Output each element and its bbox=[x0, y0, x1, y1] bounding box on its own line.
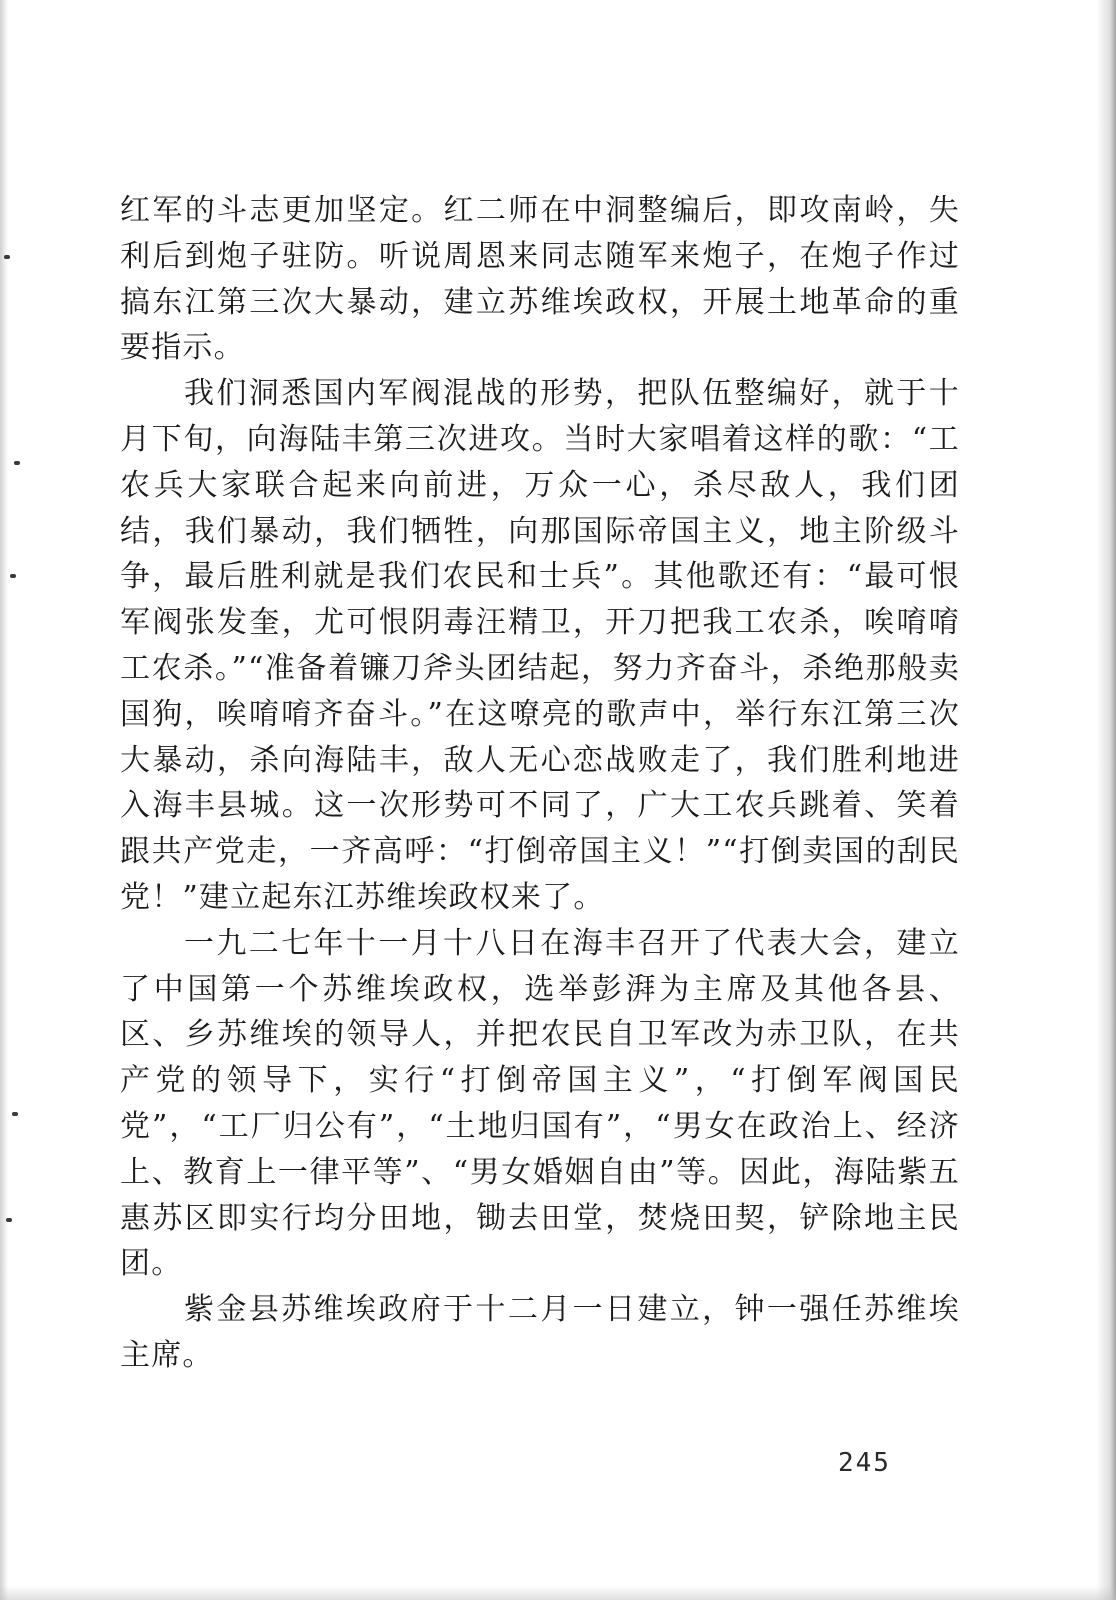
paragraph-4: 紫金县苏维埃政府于十二月一日建立，钟一强任苏维埃主席。 bbox=[120, 1292, 960, 1373]
paragraph-2: 我们洞悉国内军阀混战的形势，把队伍整编好，就于十月下旬，向海陆丰第三次进攻。当时大家唱着这样的歌：“工农兵大家联合起来向前进，万众一心，杀尽敌人，我们团结，我们暴动，我们牺牲，向那国际帝国主义，地主阶级斗争，最后胜利就是我们农民和士兵”。其他歌还有：“最可恨军阀张发奎，尤可恨阴毒汪精卫，开刀把我工农杀，唉唷唷工农杀。”“准备着镰刀斧头团结起，努力齐奋斗，杀绝那般卖国狗，唉唷唷齐奋斗。”在这嘹亮的歌声中，举行东江第三次大暴动，杀向海陆丰，敌人无心恋战败走了，我们胜利地进入海丰县城。这一次形势可不同了，广大工农兵跳着、笑着跟共产党走，一齐高呼：“打倒帝国主义！”“打倒卖国的刮民党！”建立起东江苏维埃政权来了。 bbox=[120, 376, 960, 915]
body-text bbox=[120, 188, 960, 1379]
binding-hole-mark bbox=[10, 574, 16, 578]
scan-bottom-edge-shadow bbox=[0, 1586, 1116, 1600]
scan-right-edge-shadow bbox=[1096, 0, 1116, 1600]
paragraph-1: 红军的斗志更加坚定。红二师在中洞整编后，即攻南岭，失利后到炮子驻防。听说周恩来同志随军来炮子，在炮子作过搞东江第三次大暴动，建立苏维埃政权，开展土地革命的重要指示。 bbox=[120, 193, 960, 366]
binding-hole-mark bbox=[4, 255, 10, 259]
scan-left-edge-shadow bbox=[0, 0, 8, 1600]
paragraph-3: 一九二七年十一月十八日在海丰召开了代表大会，建立了中国第一个苏维埃政权，选举彭湃为主席及其他各县、区、乡苏维埃的领导人，并把农民自卫军改为赤卫队，在共产党的领导下，实行“打倒帝国主义”，“打倒军阀国民党”，“工厂归公有”，“土地归国有”，“男女在政治上、经济上、教育上一律平等”、“男女婚姻自由”等。因此，海陆紫五惠苏区即实行均分田地，锄去田堂，焚烧田契，铲除地主民团。 bbox=[120, 925, 960, 1282]
page-number: 245 bbox=[838, 1448, 891, 1478]
binding-hole-mark bbox=[6, 1218, 12, 1222]
binding-hole-mark bbox=[12, 1112, 18, 1116]
binding-hole-mark bbox=[14, 461, 20, 465]
